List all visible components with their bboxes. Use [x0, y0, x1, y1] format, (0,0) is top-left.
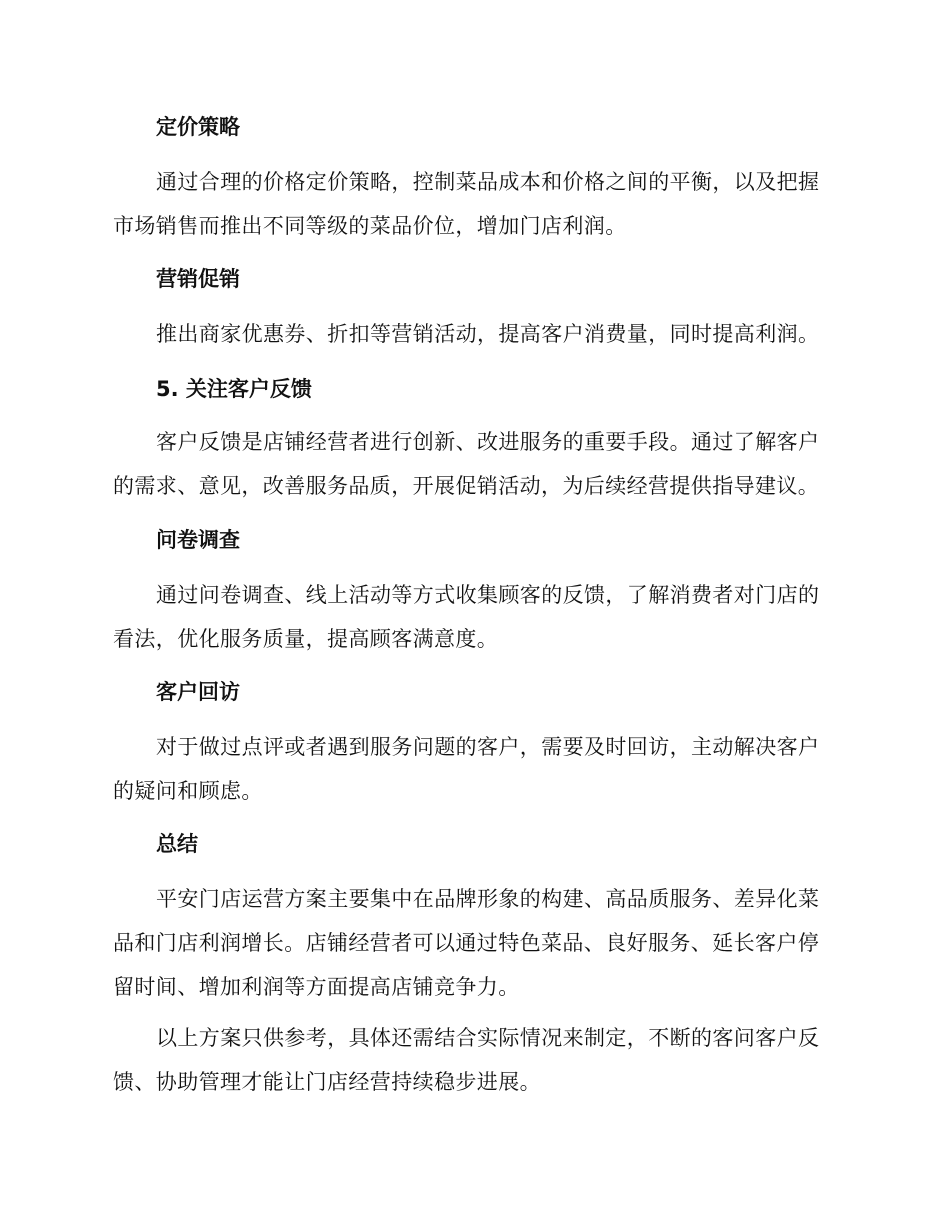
- section-heading-customer-revisit: 客户回访: [156, 680, 240, 704]
- section-paragraph-customer-feedback: 客户反馈是店铺经营者进行创新、改进服务的重要手段。通过了解客户的需求、意见，改善服务品质，开展促销活动，为后续经营提供指导建议。: [113, 430, 820, 498]
- section-paragraph-questionnaire-survey: 通过问卷调查、线上活动等方式收集顾客的反馈，了解消费者对门店的看法，优化服务质量，提高顾客满意度。: [113, 583, 820, 651]
- section-paragraph-summary: 平安门店运营方案主要集中在品牌形象的构建、高品质服务、差异化菜品和门店利润增长。店铺经营者可以通过特色菜品、良好服务、延长客户停留时间、增加利润等方面提高店铺竞争力。: [113, 887, 820, 999]
- section-heading-questionnaire-survey: 问卷调查: [156, 528, 240, 552]
- section-heading-pricing-strategy: 定价策略: [156, 115, 240, 139]
- section-paragraph-pricing-strategy: 通过合理的价格定价策略，控制菜品成本和价格之间的平衡，以及把握市场销售而推出不同等级的菜品价位，增加门店利润。: [113, 170, 820, 238]
- section-heading-customer-feedback: 5. 关注客户反馈: [156, 377, 312, 401]
- section-paragraph-marketing-promotion: 推出商家优惠券、折扣等营销活动，提高客户消费量，同时提高利润。: [156, 322, 820, 346]
- section-heading-summary: 总结: [156, 832, 198, 856]
- section-heading-marketing-promotion: 营销促销: [156, 267, 240, 291]
- section-paragraph-customer-revisit: 对于做过点评或者遇到服务问题的客户，需要及时回访，主动解决客户的疑问和顾虑。: [113, 735, 820, 803]
- closing-paragraph: 以上方案只供参考，具体还需结合实际情况来制定，不断的客问客户反馈、协助管理才能让门店经营持续稳步进展。: [113, 1026, 820, 1094]
